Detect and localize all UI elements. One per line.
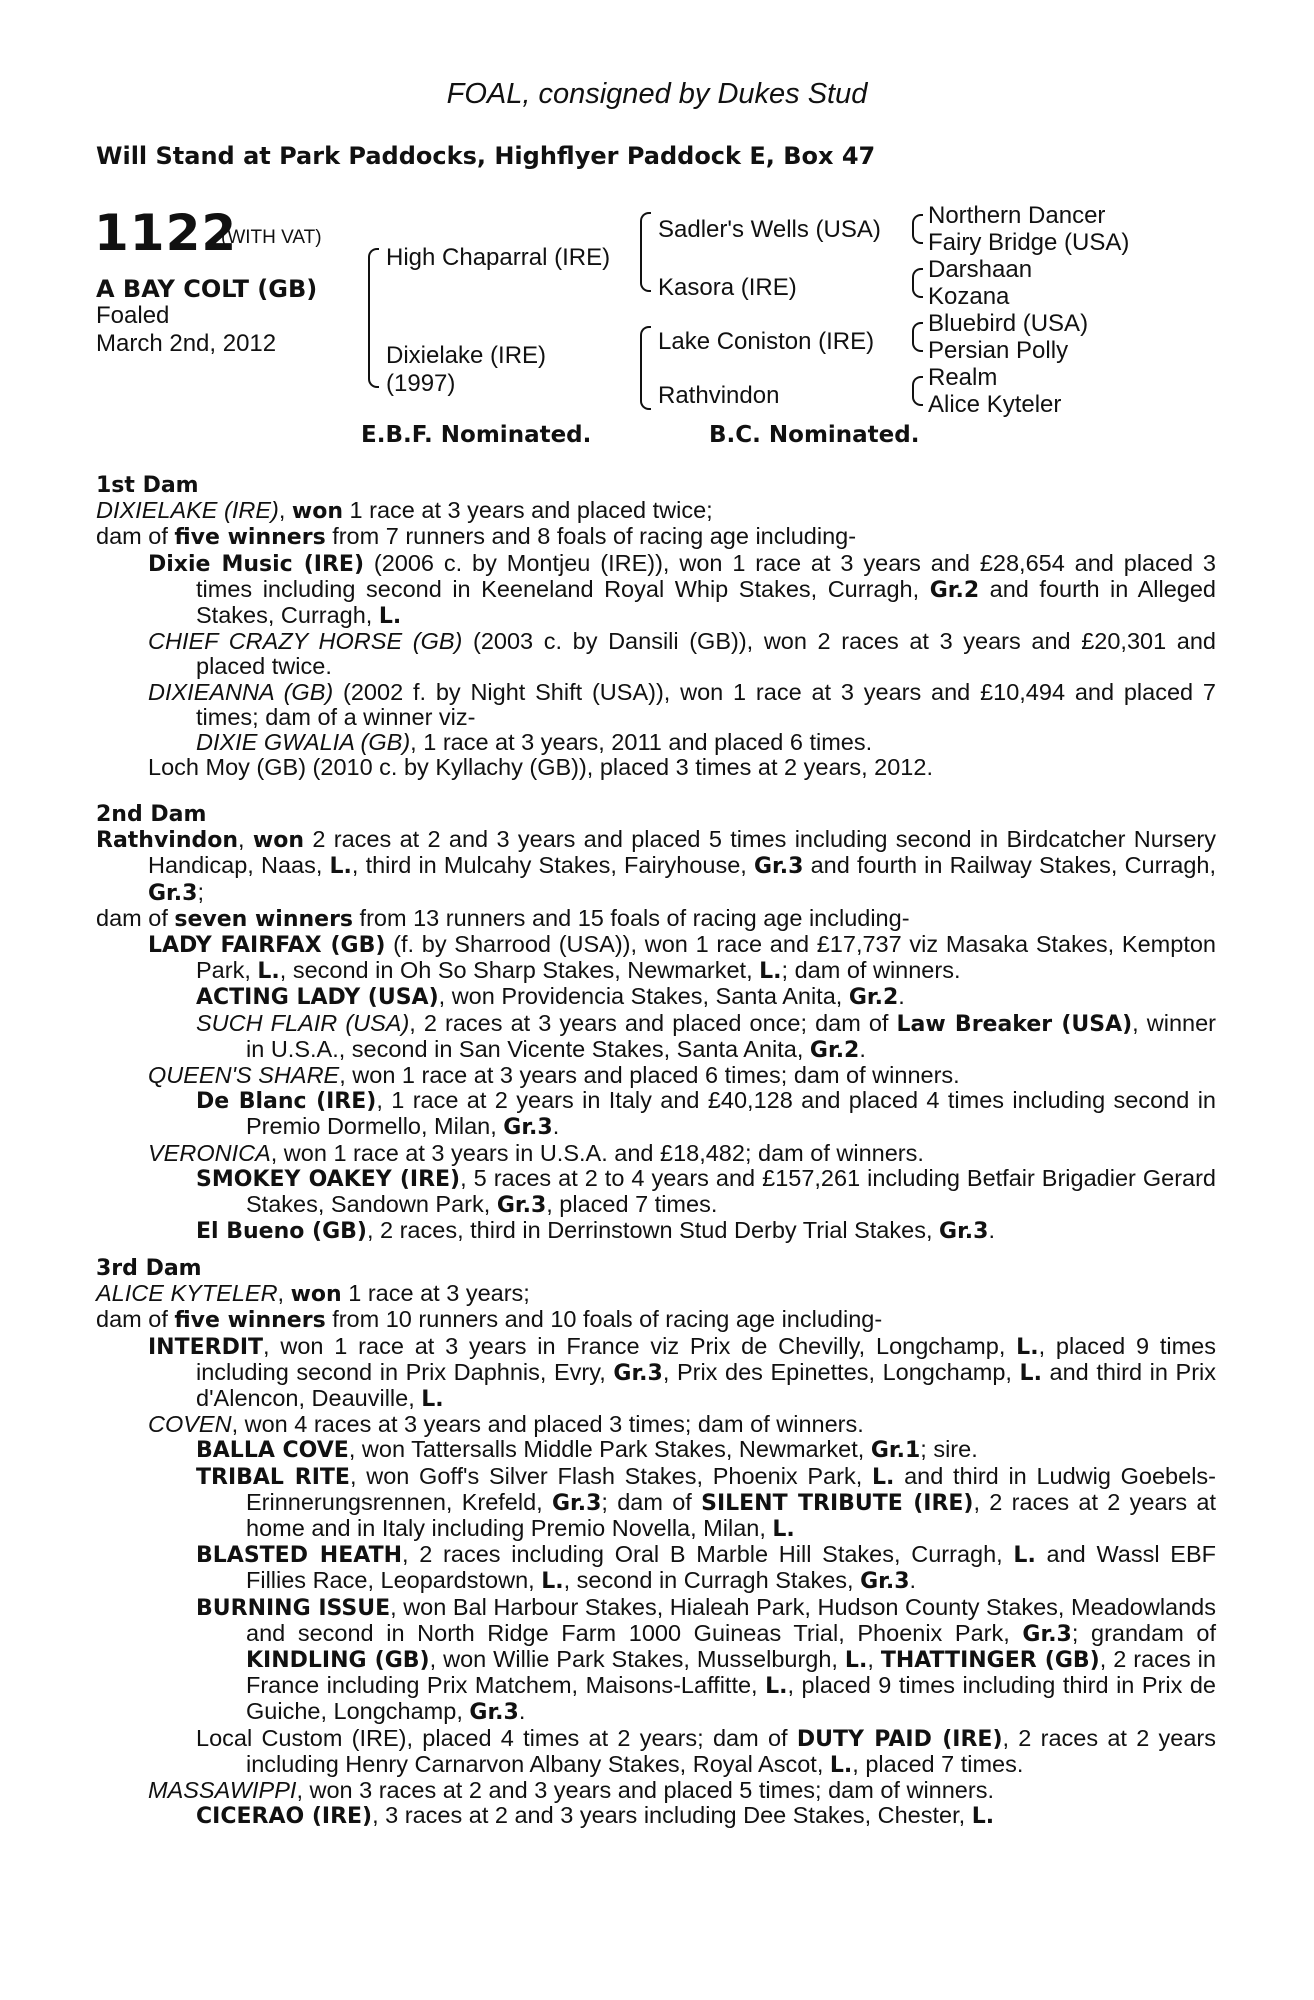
produce-entry: LADY FAIRFAX (GB) (f. by Sharrood (USA)), won 1 race and £17,737 viz Masaka Stakes, Kempton Park, L., second in Oh So Sharp Stakes, Newmarket, L.; dam of winners. xyxy=(148,931,1216,985)
produce-entry: De Blanc (IRE), 1 race at 2 years in Italy and £40,128 and placed 4 times including second in Premio Dormello, Milan, Gr.3. xyxy=(196,1087,1216,1141)
produce-entry: CICERAO (IRE), 3 races at 2 and 3 years including Dee Stakes, Chester, L. xyxy=(196,1802,995,1830)
dam-dam: Rathvindon xyxy=(658,382,780,409)
pedigree-brace xyxy=(912,282,923,298)
produce-entry: MASSAWIPPI, won 3 races at 2 and 3 years and placed 5 times; dam of winners. xyxy=(148,1777,994,1804)
dd-sire: Realm xyxy=(928,364,998,391)
sire-dam: Kasora (IRE) xyxy=(658,274,797,301)
produce-entry: CHIEF CRAZY HORSE (GB) (2003 c. by Dansili (GB)), won 2 races at 3 years and £20,301 and placed twice. xyxy=(148,628,1216,680)
pedigree-brace xyxy=(368,306,379,388)
first-dam-section xyxy=(96,473,1216,780)
pedigree-brace xyxy=(912,390,923,406)
bc-nominated: B.C. Nominated. xyxy=(709,422,920,448)
produce-entry: INTERDIT, won 1 race at 3 years in France viz Prix de Chevilly, Longchamp, L., placed 9 times including second in Prix Daphnis, Evry, Gr.3, Prix des Epinettes, Longchamp, L. and third in Prix d'Alencon, Deauville, L. xyxy=(148,1332,1217,1413)
lot-number: 1122 xyxy=(94,204,238,262)
sd-dam: Kozana xyxy=(928,283,1010,310)
page-title: FOAL, consigned by Dukes Stud xyxy=(446,78,868,110)
pedigree-brace xyxy=(640,212,651,250)
produce-entry: Local Custom (IRE), placed 4 times at 2 years; dam of DUTY PAID (IRE), 2 races at 2 years including Henry Carnarvon Albany Stakes, Royal Ascot, L., placed 7 times. xyxy=(196,1724,1216,1778)
dam-produce-summary: dam of seven winners from 13 runners and 15 foals of racing age including- xyxy=(96,904,910,932)
produce-entry: Dixie Music (IRE) (2006 c. by Montjeu (IRE)), won 1 race at 3 years and £28,654 and placed 3 times including second in Keeneland Royal Whip Stakes, Curragh, Gr.2 and fourth in Alleged Stakes, Curragh, L. xyxy=(148,549,1216,630)
produce-entry: COVEN, won 4 races at 3 years and placed 3 times; dam of winners. xyxy=(148,1411,864,1438)
dam-summary: DIXIELAKE (IRE), won 1 race at 3 years and placed twice; xyxy=(96,497,713,525)
dam-summary: ALICE KYTELER, won 1 race at 3 years; xyxy=(96,1280,530,1308)
dam-produce-summary: dam of five winners from 10 runners and 10 foals of racing age including- xyxy=(96,1306,883,1334)
ebf-nominated: E.B.F. Nominated. xyxy=(361,422,592,448)
produce-entry: BLASTED HEATH, 2 races including Oral B Marble Hill Stakes, Curragh, L. and Wassl EBF Fillies Race, Leopardstown, L., second in Curragh Stakes, Gr.3. xyxy=(196,1541,1216,1595)
ss-dam: Fairy Bridge (USA) xyxy=(928,229,1130,256)
pedigree-brace xyxy=(640,362,651,410)
produce-entry: VERONICA, won 1 race at 3 years in U.S.A. and £18,482; dam of winners. xyxy=(148,1139,924,1166)
produce-entry: DIXIEANNA (GB) (2002 f. by Night Shift (USA)), won 1 race at 3 years and £10,494 and placed 7 times; dam of a winner viz- xyxy=(148,678,1216,730)
pedigree-brace xyxy=(640,248,651,292)
produce-entry: DIXIE GWALIA (GB), 1 race at 3 years, 2011 and placed 6 times. xyxy=(196,729,873,756)
stand-location: Will Stand at Park Paddocks, Highflyer Paddock E, Box 47 xyxy=(96,142,876,170)
sire: High Chaparral (IRE) xyxy=(386,244,611,271)
sire-sire: Sadler's Wells (USA) xyxy=(658,216,881,243)
second-dam-section xyxy=(96,802,1216,1244)
dam-sire: Lake Coniston (IRE) xyxy=(658,328,875,355)
produce-entry: El Bueno (GB), 2 races, third in Derrinstown Stud Derby Trial Stakes, Gr.3. xyxy=(196,1217,995,1245)
dam-produce-summary: dam of five winners from 7 runners and 8 foals of racing age including- xyxy=(96,523,857,551)
foaled-date: March 2nd, 2012 xyxy=(96,330,277,357)
produce-entry: Loch Moy (GB) (2010 c. by Kyllachy (GB)), placed 3 times at 2 years, 2012. xyxy=(148,754,933,781)
produce-entry: BURNING ISSUE, won Bal Harbour Stakes, Hialeah Park, Hudson County Stakes, Meadowlands and second in North Ridge Farm 1000 Guineas Trial, Phoenix Park, Gr.3; grandam of KINDLING (GB), won Willie Park Stakes, Musselburgh, L., THATTINGER (GB), 2 races in France including Prix Matchem, Maisons-Laffitte, L., placed 9 times including third in Prix de Guiche, Longchamp, Gr.3. xyxy=(196,1593,1216,1726)
produce-entry: SMOKEY OAKEY (IRE), 5 races at 2 to 4 years and £157,261 including Betfair Brigadier Gerard Stakes, Sandown Park, Gr.3, placed 7 times. xyxy=(196,1164,1216,1219)
lot-name: A BAY COLT (GB) xyxy=(96,275,318,303)
vat-note: (WITH VAT) xyxy=(221,227,322,248)
ds-sire: Bluebird (USA) xyxy=(928,310,1089,337)
produce-entry: QUEEN'S SHARE, won 1 race at 3 years and placed 6 times; dam of winners. xyxy=(148,1062,960,1089)
second-dam-heading: 2nd Dam xyxy=(96,802,207,827)
sd-sire: Darshaan xyxy=(928,256,1033,283)
pedigree-brace xyxy=(912,228,923,244)
pedigree-brace xyxy=(912,336,923,352)
dam: Dixielake (IRE) xyxy=(386,342,547,369)
third-dam-heading: 3rd Dam xyxy=(96,1256,202,1281)
pedigree-brace xyxy=(640,326,651,364)
produce-entry: BALLA COVE, won Tattersalls Middle Park Stakes, Newmarket, Gr.1; sire. xyxy=(196,1436,978,1464)
produce-entry: SUCH FLAIR (USA), 2 races at 3 years and placed once; dam of Law Breaker (USA), winner in U.S.A., second in San Vicente Stakes, Santa Anita, Gr.2. xyxy=(196,1009,1216,1063)
foaled-label: Foaled xyxy=(96,302,170,329)
dam-year: (1997) xyxy=(386,370,456,397)
first-dam-heading: 1st Dam xyxy=(96,473,199,498)
pedigree-brace xyxy=(368,248,379,308)
third-dam-section xyxy=(96,1256,1216,1829)
dd-dam: Alice Kyteler xyxy=(928,391,1062,418)
ss-sire: Northern Dancer xyxy=(928,202,1106,229)
dam-summary: Rathvindon, won 2 races at 2 and 3 years and placed 5 times including second in Birdcatcher Nursery Handicap, Naas, L., third in Mulcahy Stakes, Fairyhouse, Gr.3 and fourth in Railway Stakes, Curragh, Gr.3; xyxy=(96,826,1217,906)
ds-dam: Persian Polly xyxy=(928,337,1069,364)
produce-entry: ACTING LADY (USA), won Providencia Stakes, Santa Anita, Gr.2. xyxy=(196,983,905,1011)
produce-entry: TRIBAL RITE, won Goff's Silver Flash Stakes, Phoenix Park, L. and third in Ludwig Goebels-Erinnerungsrennen, Krefeld, Gr.3; dam of SILENT TRIBUTE (IRE), 2 races at 2 years at home and in Italy including Premio Novella, Milan, L. xyxy=(196,1462,1216,1543)
